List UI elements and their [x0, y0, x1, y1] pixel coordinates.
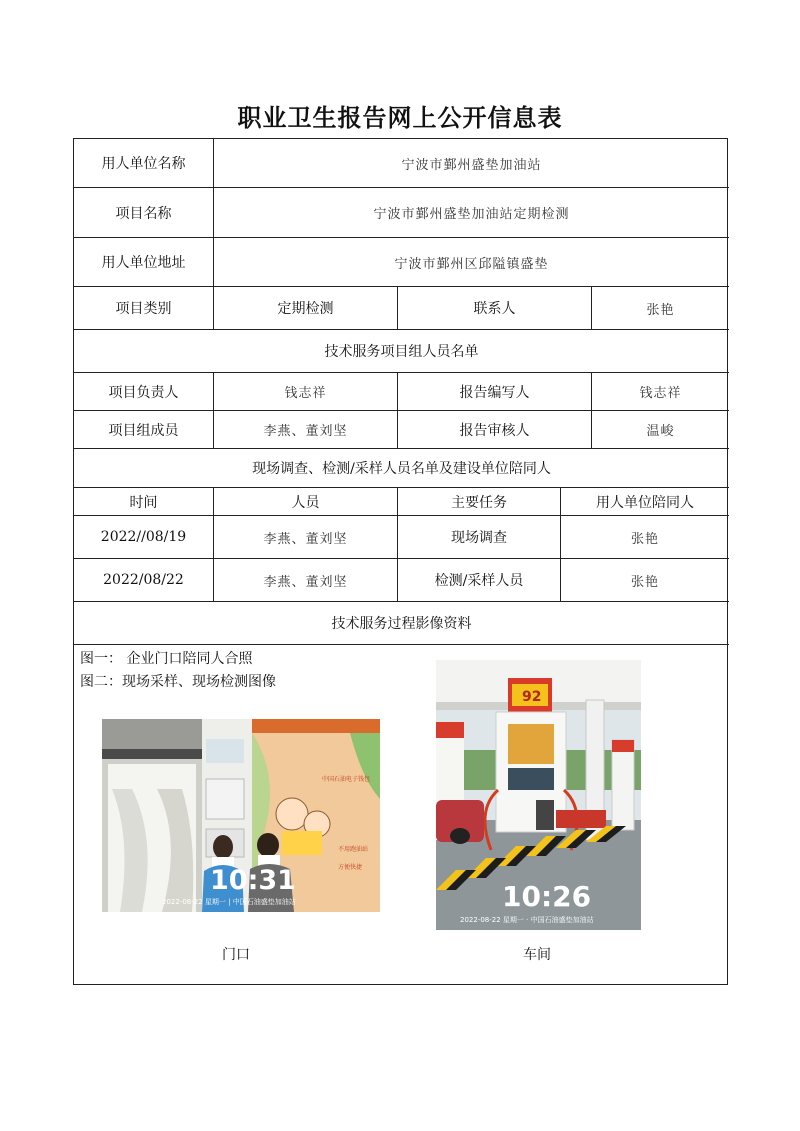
- team-heading: 技术服务项目组人员名单: [324, 344, 479, 360]
- contact-label: 联系人: [473, 301, 516, 317]
- survey-row-2-time: 2022/08/22: [103, 572, 184, 588]
- col-staff: 人员: [291, 494, 320, 511]
- workshop-photo-stamp: 2022-08-22 星期一 · 中国石油盛垫加油站: [460, 916, 594, 924]
- workshop-photo: [436, 660, 641, 930]
- lead-value: 钱志祥: [284, 386, 327, 401]
- employer-address-label: 用人单位地址: [101, 255, 186, 271]
- employer-name-label: 用人单位名称: [101, 156, 186, 172]
- members-value: 李燕、董刘坚: [263, 424, 348, 439]
- media-heading: 技术服务过程影像资料: [331, 616, 472, 632]
- writer-value: 钱志祥: [639, 386, 682, 401]
- entrance-photo-label: 门口: [222, 947, 250, 963]
- survey-row-2-staff: 李燕、董刘坚: [263, 574, 348, 590]
- caption-figure-1: 图一： 企业门口陪同人合照: [80, 651, 253, 667]
- pump-grade-sign: 92: [522, 689, 542, 705]
- survey-row-2-escort: 张艳: [630, 574, 659, 590]
- members-label: 项目组成员: [108, 422, 179, 439]
- sign-convenient: 方便快捷: [338, 864, 363, 871]
- survey-row-1-staff: 李燕、董刘坚: [263, 531, 348, 547]
- project-name-value: 宁波市鄞州盛垫加油站定期检测: [373, 207, 570, 222]
- survey-heading: 现场调查、检测/采样人员名单及建设单位陪同人: [252, 461, 551, 477]
- col-time: 时间: [129, 494, 158, 511]
- lead-label: 项目负责人: [108, 384, 179, 401]
- workshop-photo-label: 车间: [523, 947, 551, 963]
- employer-name-value: 宁波市鄞州盛垫加油站: [401, 157, 542, 173]
- entrance-photo-stamp: 2022-08-22 星期一 | 中国石油盛垫加油站: [162, 898, 296, 906]
- col-task: 主要任务: [451, 494, 507, 511]
- reviewer-label: 报告审核人: [459, 422, 530, 439]
- project-type-value: 定期检测: [277, 301, 334, 317]
- reviewer-value: 温峻: [646, 424, 675, 439]
- survey-row-1-time: 2022//08/19: [100, 529, 187, 545]
- entrance-photo: [102, 719, 380, 912]
- project-type-label: 项目类别: [115, 301, 172, 317]
- survey-row-1-escort: 张艳: [630, 531, 659, 547]
- survey-row-2-task: 检测/采样人员: [434, 573, 524, 589]
- employer-address-value: 宁波市鄞州区邱隘镇盛垫: [394, 256, 549, 272]
- entrance-photo-time: 10:31: [210, 865, 296, 896]
- contact-value: 张艳: [646, 302, 675, 318]
- caption-figure-2: 图二：现场采样、现场检测图像: [80, 674, 276, 690]
- workshop-photo-time: 10:26: [502, 880, 592, 913]
- writer-label: 报告编写人: [459, 384, 530, 401]
- survey-row-1-task: 现场调查: [451, 530, 507, 546]
- project-name-label: 项目名称: [115, 205, 172, 222]
- sign-no-station: 不用跑油站: [338, 846, 369, 853]
- page-title: 职业卫生报告网上公开信息表: [237, 104, 563, 132]
- sign-wallet: 中国石油电子钱包: [322, 776, 371, 783]
- col-escort: 用人单位陪同人: [596, 494, 694, 511]
